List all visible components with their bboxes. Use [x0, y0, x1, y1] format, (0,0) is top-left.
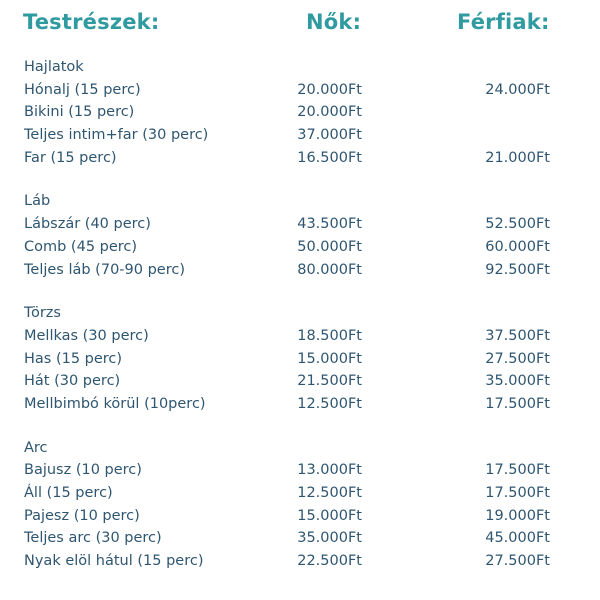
price-women: 12.500Ft — [297, 395, 362, 412]
item-name: Pajesz (10 perc) — [24, 507, 140, 524]
item-name: Comb (45 perc) — [24, 238, 138, 255]
table-row — [0, 393, 600, 416]
price-women: 13.000Ft — [297, 462, 362, 479]
item-name: Has (15 perc) — [24, 350, 123, 367]
section-hajlatok — [0, 56, 600, 169]
price-men: 17.500Ft — [485, 462, 550, 479]
table-row — [0, 550, 600, 573]
section-title: Láb — [24, 193, 51, 210]
table-row — [0, 101, 600, 124]
table-row — [0, 348, 600, 371]
price-women: 20.000Ft — [297, 104, 362, 121]
price-men: 17.500Ft — [485, 485, 550, 501]
item-name: Bikini (15 perc) — [24, 104, 135, 121]
table-row — [0, 459, 600, 482]
item-name: Nyak elöl hátul (15 perc) — [24, 553, 204, 570]
price-women: 50.000Ft — [297, 238, 362, 255]
price-table — [0, 56, 600, 594]
price-men: 27.500Ft — [485, 553, 550, 570]
item-name: Lábszár (40 perc) — [24, 216, 151, 233]
table-row — [0, 370, 600, 393]
price-women: 37.000Ft — [297, 127, 362, 144]
price-men: 17.500Ft — [485, 395, 550, 412]
section-lab — [0, 190, 600, 281]
price-women: 80.000Ft — [297, 261, 362, 278]
price-men: 60.000Ft — [485, 238, 550, 255]
table-row — [0, 482, 600, 505]
price-men: 35.000Ft — [485, 373, 550, 390]
section-title: Hajlatok — [24, 59, 84, 75]
table-row — [0, 259, 600, 282]
price-men: 24.000Ft — [485, 81, 550, 98]
price-women: 15.000Ft — [297, 507, 362, 524]
table-row — [0, 325, 600, 348]
header-body-parts: Testrészek: — [23, 10, 160, 34]
price-women: 16.500Ft — [297, 149, 362, 166]
table-row — [0, 236, 600, 259]
table-row — [0, 505, 600, 528]
price-men: 27.500Ft — [485, 350, 550, 367]
price-men: 37.500Ft — [485, 327, 550, 344]
item-name: Áll (15 perc) — [24, 485, 113, 501]
header-men: Férfiak: — [457, 10, 550, 34]
header-women: Nők: — [306, 10, 362, 34]
item-name: Far (15 perc) — [24, 149, 117, 166]
price-men: 52.500Ft — [485, 216, 550, 233]
table-row — [0, 124, 600, 147]
section-title: Törzs — [24, 305, 61, 322]
item-name: Hónalj (15 perc) — [24, 81, 141, 98]
item-name: Teljes intim+far (30 perc) — [24, 127, 209, 144]
price-women: 35.000Ft — [297, 530, 362, 547]
item-name: Mellbimbó körül (10perc) — [24, 395, 206, 412]
price-women: 43.500Ft — [297, 216, 362, 233]
price-men: 92.500Ft — [485, 261, 550, 278]
price-women: 22.500Ft — [297, 553, 362, 570]
section-title: Arc — [24, 439, 48, 456]
price-women: 18.500Ft — [297, 327, 362, 344]
table-row — [0, 79, 600, 102]
item-name: Bajusz (10 perc) — [24, 462, 142, 479]
price-men: 21.000Ft — [485, 149, 550, 166]
price-women: 12.500Ft — [297, 485, 362, 501]
section-arc — [0, 437, 600, 573]
item-name: Hát (30 perc) — [24, 373, 121, 390]
price-men: 19.000Ft — [485, 507, 550, 524]
price-men: 45.000Ft — [485, 530, 550, 547]
item-name: Teljes láb (70-90 perc) — [24, 261, 185, 278]
item-name: Mellkas (30 perc) — [24, 327, 149, 344]
table-row — [0, 147, 600, 170]
price-women: 15.000Ft — [297, 350, 362, 367]
item-name: Teljes arc (30 perc) — [24, 530, 162, 547]
section-torzs — [0, 302, 600, 415]
price-women: 20.000Ft — [297, 81, 362, 98]
table-row — [0, 213, 600, 236]
table-row — [0, 527, 600, 550]
price-women: 21.500Ft — [297, 373, 362, 390]
